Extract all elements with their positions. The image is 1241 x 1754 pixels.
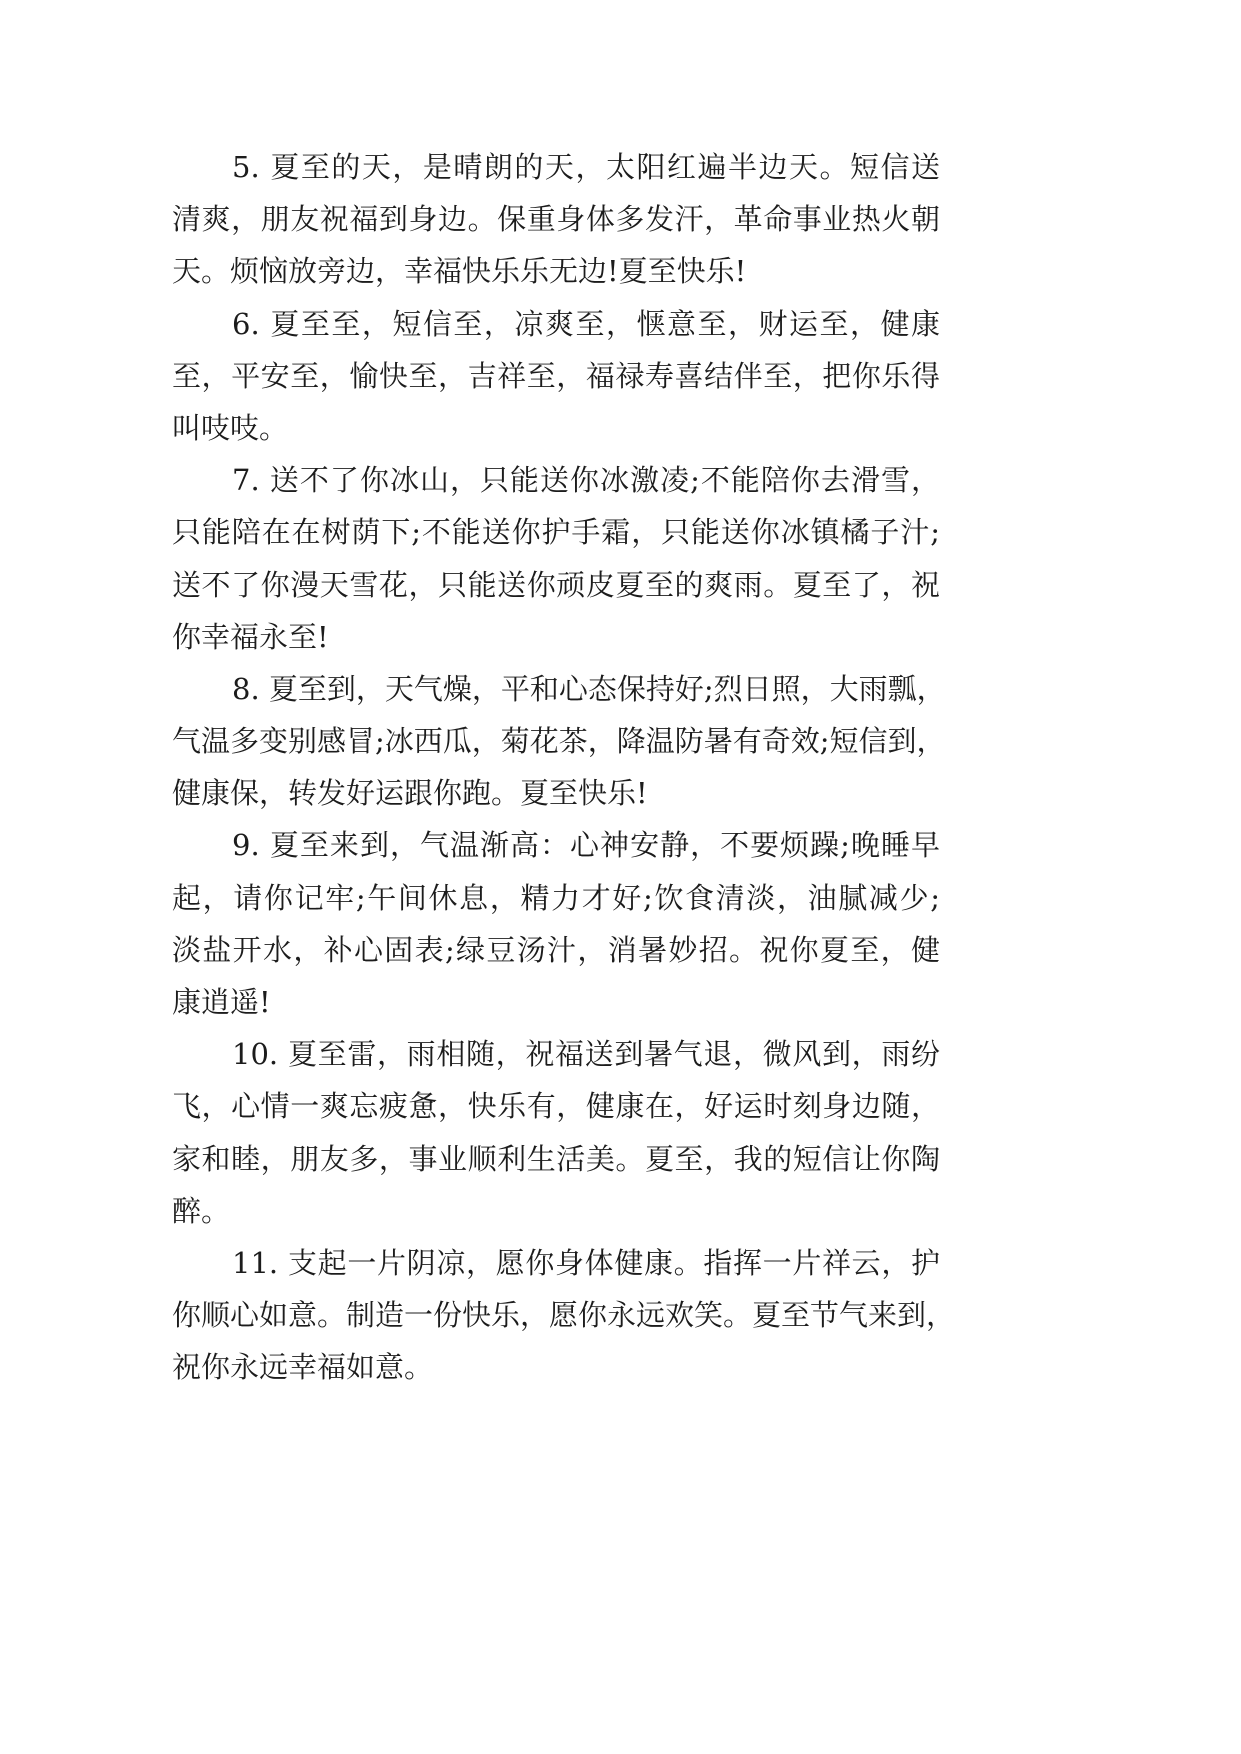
paragraph-line: 起，请你记牢;午间休息，精力才好;饮食清淡，油腻减少; <box>172 880 940 915</box>
paragraph <box>172 298 940 455</box>
paragraph-line: 清爽，朋友祝福到身边。保重身体多发汗，革命事业热火朝 <box>172 202 940 237</box>
paragraph-line: 祝你永远幸福如意。 <box>172 1350 434 1385</box>
paragraph-line: 飞，心情一爽忘疲惫，快乐有，健康在，好运时刻身边随， <box>172 1089 940 1124</box>
paragraph-line: 5. 夏至的天，是晴朗的天，太阳红遍半边天。短信送 <box>232 150 940 184</box>
paragraph-line: 康逍遥! <box>172 985 271 1019</box>
paragraph <box>172 819 940 1028</box>
paragraph <box>172 141 940 298</box>
paragraph-line: 醉。 <box>172 1193 231 1228</box>
paragraph <box>172 454 940 663</box>
paragraph-line: 你幸福永至! <box>172 619 329 654</box>
paragraph-line: 叫吱吱。 <box>172 410 289 445</box>
paragraph-line: 只能陪在在树荫下;不能送你护手霜，只能送你冰镇橘子汁; <box>172 515 940 550</box>
paragraph-line: 8. 夏至到，天气燥，平和心态保持好;烈日照，大雨瓢， <box>232 671 946 706</box>
paragraph-line: 6. 夏至至，短信至，凉爽至，惬意至，财运至，健康 <box>232 306 940 341</box>
paragraph-line: 9. 夏至来到，气温渐高：心神安静，不要烦躁;晚睡早 <box>232 828 940 863</box>
paragraph-line: 气温多变别感冒;冰西瓜，菊花茶，降温防暑有奇效;短信到， <box>172 724 946 759</box>
paragraph <box>172 1237 956 1394</box>
paragraph-line: 7. 送不了你冰山，只能送你冰激凌;不能陪你去滑雪， <box>232 463 940 498</box>
paragraph-line: 天。烦恼放旁边，幸福快乐乐无边!夏至快乐! <box>172 254 747 289</box>
paragraph-line: 至，平安至，愉快至，吉祥至，福禄寿喜结伴至，把你乐得 <box>172 358 940 393</box>
paragraph-line: 10. 夏至雷，雨相随，祝福送到暑气退，微风到，雨纷 <box>232 1037 940 1072</box>
paragraph <box>172 1028 940 1237</box>
paragraph-line: 健康保，转发好运跟你跑。夏至快乐! <box>172 776 648 811</box>
paragraph-line: 淡盐开水，补心固表;绿豆汤汁，消暑妙招。祝你夏至，健 <box>172 932 940 967</box>
paragraph-line: 你顺心如意。制造一份快乐，愿你永远欢笑。夏至节气来到， <box>172 1298 956 1333</box>
paragraph <box>172 663 946 820</box>
paragraph-line: 送不了你漫天雪花，只能送你顽皮夏至的爽雨。夏至了，祝 <box>172 567 940 602</box>
paragraph-line: 家和睦，朋友多，事业顺利生活美。夏至，我的短信让你陶 <box>172 1141 940 1176</box>
document-body <box>172 141 956 1394</box>
paragraph-line: 11. 支起一片阴凉，愿你身体健康。指挥一片祥云，护 <box>232 1245 940 1280</box>
